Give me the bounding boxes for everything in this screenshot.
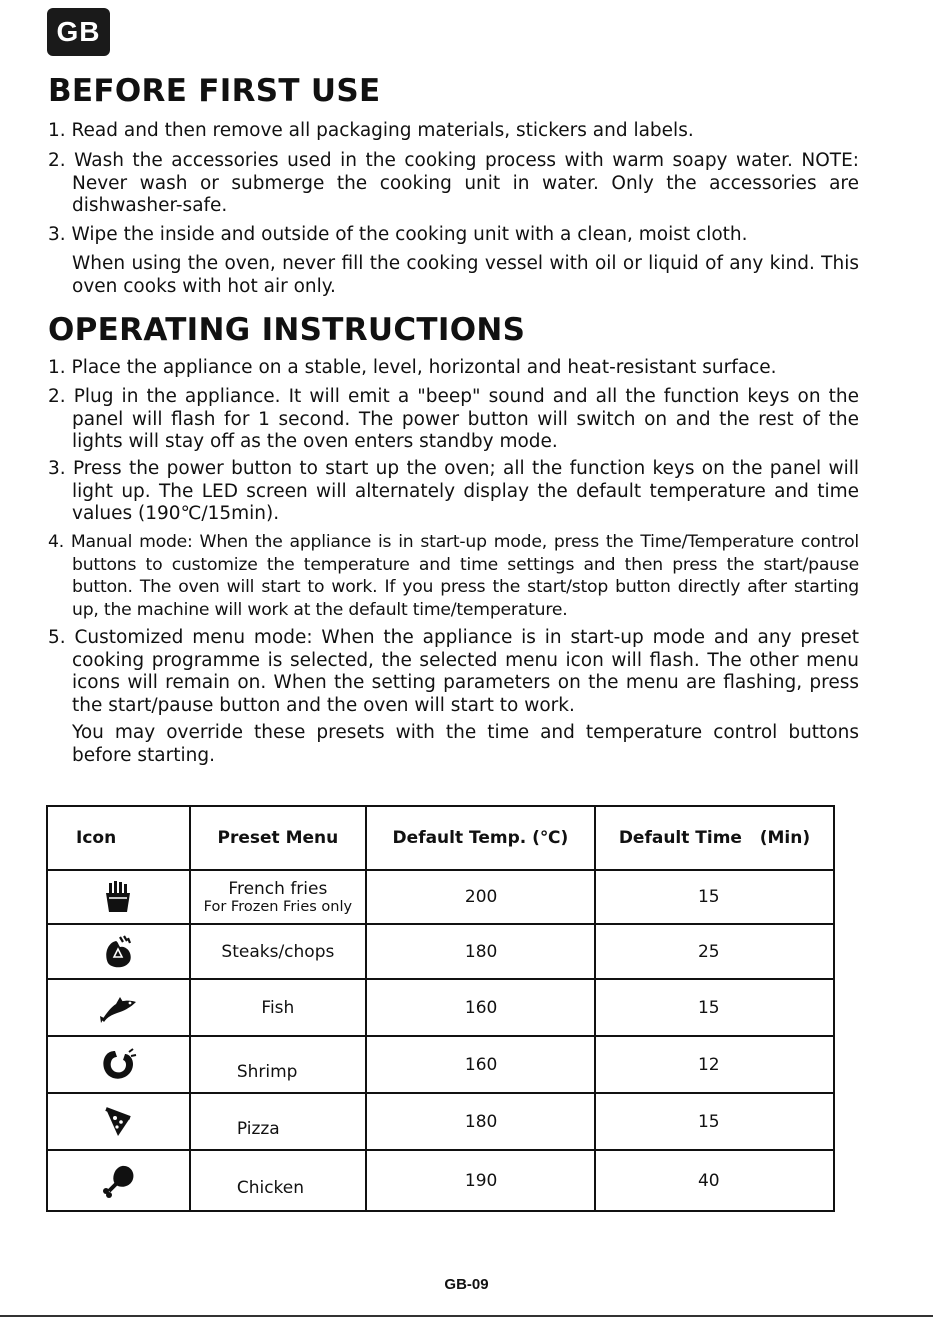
table-row — [47, 924, 834, 979]
menu-name: French fries — [228, 879, 328, 899]
shrimp-icon — [47, 1036, 190, 1093]
fish-icon — [47, 979, 190, 1036]
table-header-row — [47, 806, 834, 870]
temp-cell — [366, 924, 595, 979]
time-value: 12 — [697, 1054, 720, 1075]
preset-menu-cell — [190, 924, 366, 979]
french-fries-icon — [47, 870, 190, 924]
table-row — [47, 979, 834, 1036]
before-first-use-heading: BEFORE FIRST USE — [48, 73, 381, 109]
page-number: GB-09 — [444, 1276, 489, 1293]
operating-item-4: 4. Manual mode: When the appliance is in start-up mode, press the Time/Temperature control buttons to customize the temperature and time settings and then press the start/pause button. The oven will start to work. If you press the start/stop button directly after starting up, the machine will work at the default time/temperature. — [48, 532, 859, 620]
temp-value: 160 — [464, 997, 498, 1018]
chicken-icon — [47, 1150, 190, 1211]
menu-name: Steaks/chops — [221, 941, 335, 962]
temp-value: 190 — [464, 1170, 498, 1191]
time-cell — [595, 870, 834, 924]
menu-name: Chicken — [236, 1177, 305, 1198]
header-default-time: Default Time (Min) — [595, 806, 834, 870]
header-preset-menu: Preset Menu — [190, 806, 366, 870]
preset-menu-cell — [190, 979, 366, 1036]
table-row — [47, 870, 834, 924]
temp-cell — [366, 979, 595, 1036]
menu-note: For Frozen Fries only — [203, 899, 353, 915]
time-value: 15 — [697, 1111, 720, 1132]
time-cell — [595, 1036, 834, 1093]
preset-menu-cell — [190, 1150, 366, 1211]
temp-value: 180 — [464, 1111, 498, 1132]
header-default-temp: Default Temp. (℃) — [366, 806, 595, 870]
menu-name: Fish — [261, 997, 295, 1018]
preset-menu-table — [46, 805, 835, 1212]
operating-note: You may override these presets with the time and temperature control buttons before starting. — [72, 722, 859, 766]
operating-item-1: 1. Place the appliance on a stable, level, horizontal and heat-resistant surface. — [48, 357, 777, 378]
before-note: When using the oven, never fill the cooking vessel with oil or liquid of any kind. This oven cooks with hot air only. — [72, 253, 859, 297]
time-cell — [595, 1150, 834, 1211]
temp-value: 160 — [464, 1054, 498, 1075]
time-cell — [595, 979, 834, 1036]
operating-item-5: 5. Customized menu mode: When the appliance is in start-up mode and any preset cooking programme is selected, the selected menu icon will flash. The other menu icons will remain on. When the setting parameters on the menu are flashing, press the start/pause button and the oven will start to work. — [48, 627, 859, 716]
time-cell — [595, 1093, 834, 1150]
temp-cell — [366, 1150, 595, 1211]
header-icon: Icon — [47, 806, 190, 870]
temp-cell — [366, 1036, 595, 1093]
operating-instructions-heading: OPERATING INSTRUCTIONS — [48, 312, 526, 348]
preset-menu-cell — [190, 1036, 366, 1093]
temp-cell — [366, 870, 595, 924]
before-item-2: 2. Wash the accessories used in the cooking process with warm soapy water. NOTE: Never wash or submerge the cooking unit in water. Only the accessories are dishwasher-safe. — [48, 150, 859, 216]
menu-name: Pizza — [236, 1118, 280, 1139]
temp-value: 180 — [464, 941, 498, 962]
language-badge: GB — [47, 8, 110, 56]
before-item-1: 1. Read and then remove all packaging materials, stickers and labels. — [48, 120, 694, 141]
menu-name: Shrimp — [236, 1061, 298, 1082]
time-value: 25 — [697, 941, 720, 962]
temp-value: 200 — [464, 887, 498, 907]
operating-item-2: 2. Plug in the appliance. It will emit a "beep" sound and all the function keys on the panel will flash for 1 second. The power button will switch on and the rest of the lights will stay off as the oven enters standby mode. — [48, 386, 859, 452]
time-cell — [595, 924, 834, 979]
temp-cell — [366, 1093, 595, 1150]
preset-menu-cell — [190, 870, 366, 924]
bottom-divider — [0, 1315, 933, 1317]
table-row — [47, 1093, 834, 1150]
before-item-3: 3. Wipe the inside and outside of the cooking unit with a clean, moist cloth. — [48, 224, 748, 245]
table-row — [47, 1036, 834, 1093]
pizza-icon — [47, 1093, 190, 1150]
operating-item-3: 3. Press the power button to start up the oven; all the function keys on the panel will light up. The LED screen will alternately display the default temperature and time values (190℃/15min). — [48, 458, 859, 524]
time-value: 15 — [697, 997, 720, 1018]
time-value: 15 — [697, 887, 720, 907]
time-value: 40 — [697, 1170, 720, 1191]
table-row — [47, 1150, 834, 1211]
steak-icon — [47, 924, 190, 979]
preset-menu-cell — [190, 1093, 366, 1150]
